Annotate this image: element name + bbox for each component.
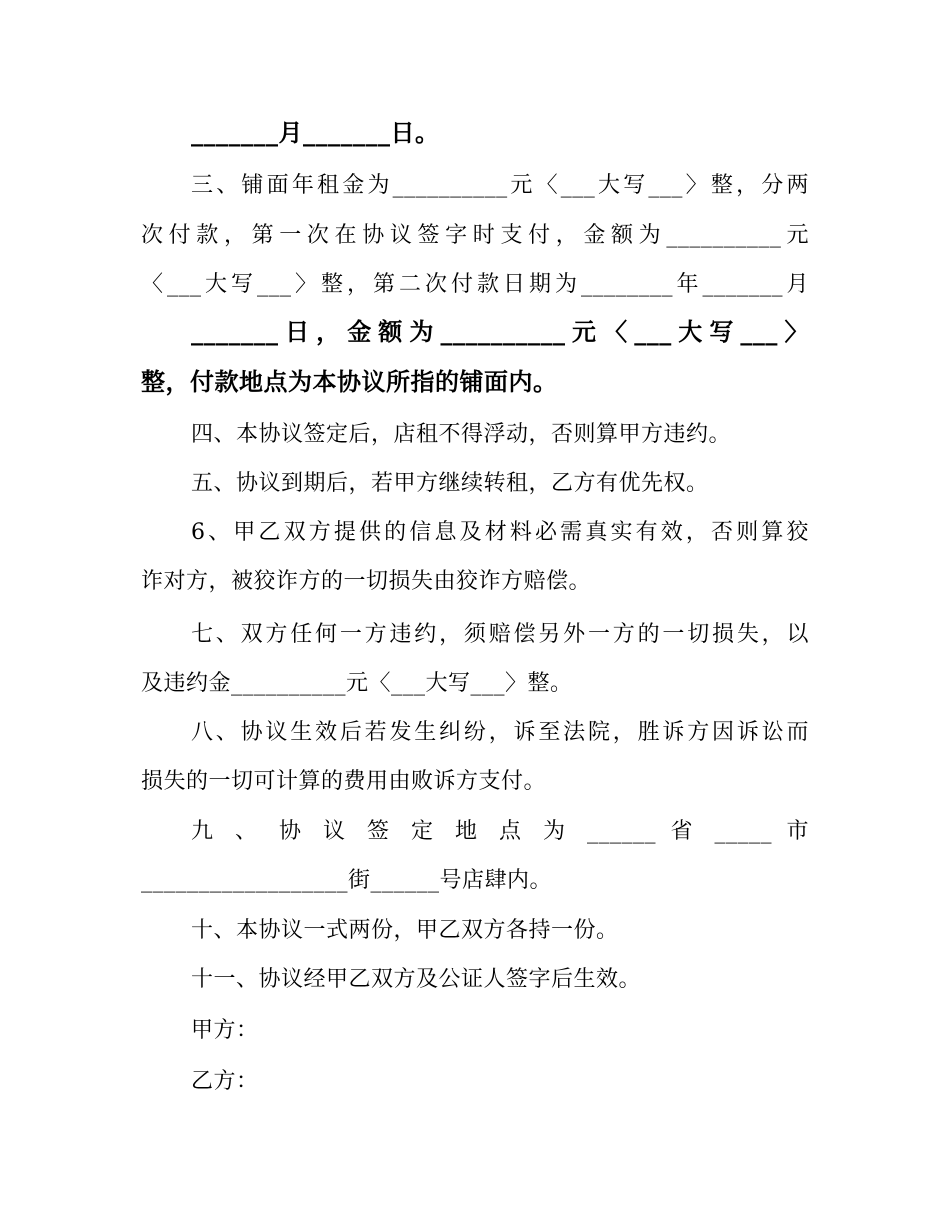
clause-3-line-4: _______日，金额为__________元〈___大写___〉	[191, 318, 809, 346]
clause-5: 五、协议到期后，若甲方继续转租，乙方有优先权。	[191, 471, 709, 496]
party-b-label: 乙方：	[191, 1069, 259, 1094]
clause-3-line-3: 〈___大写___〉整，第二次付款日期为________年_______月	[141, 272, 809, 297]
clause-9-line-1: 九 、 协 议 签 定 地 点 为 ______ 省 _____ 市	[191, 819, 809, 844]
clause-9-line-2: __________________街______号店肆内。	[141, 868, 553, 893]
clause-11: 十一、协议经甲乙双方及公证人签字后生效。	[191, 967, 642, 992]
clause-7-line-2: 及违约金__________元〈___大写___〉整。	[141, 671, 573, 696]
clause-6-line-2: 诈对方，被狡诈方的一切损失由狡诈方赔偿。	[141, 569, 592, 594]
clause-10: 十、本协议一式两份，甲乙双方各持一份。	[191, 918, 619, 943]
clause-8-line-2: 损失的一切可计算的费用由败诉方支付。	[141, 769, 547, 794]
clause-6-line-1: 6、甲乙双方提供的信息及材料必需真实有效，否则算狡	[191, 520, 809, 545]
clause-3-line-1: 三、铺面年租金为__________元〈___大写___〉整，分两	[191, 173, 809, 198]
clause-4: 四、本协议签定后，店租不得浮动，否则算甲方违约。	[191, 422, 732, 447]
clause-7-line-1: 七、双方任何一方违约，须赔偿另外一方的一切损失，以	[191, 622, 809, 647]
party-a-label: 甲方：	[191, 1018, 259, 1043]
date-continuation-line: _______月_______日。	[191, 119, 440, 147]
clause-3-line-5: 整，付款地点为本协议所指的铺面内。	[141, 368, 558, 396]
clause-8-line-1: 八、协议生效后若发生纠纷，诉至法院，胜诉方因诉讼而	[191, 720, 809, 745]
clause-3-line-2: 次付款，第一次在协议签字时支付，金额为__________元	[141, 223, 809, 248]
